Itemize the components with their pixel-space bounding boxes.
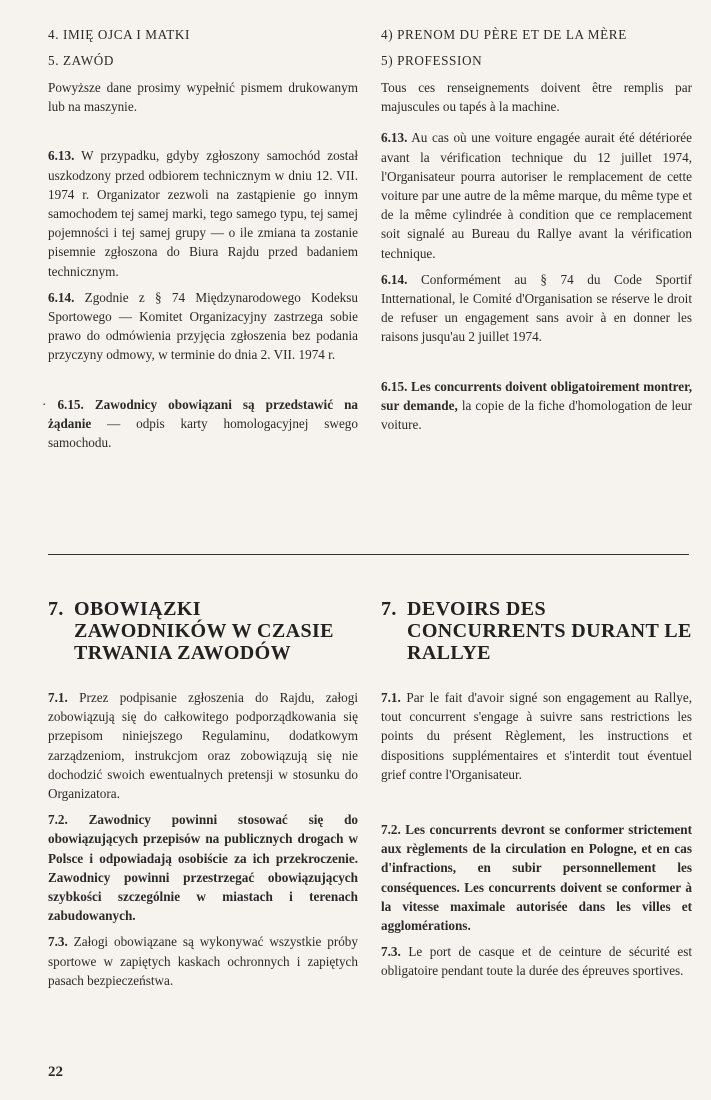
item-5-polish: 5. ZAWÓD [48,53,115,68]
paragraph-number: 7.3. [48,934,68,950]
heading-number: 7. [381,598,397,620]
item-4-polish: 4. IMIĘ OJCA I MATKI [48,27,191,42]
paragraph-6-14-polish [48,288,358,365]
section-divider [48,554,689,555]
paragraph-text: Au cas où une voiture engagée aurait été détériorée avant la vérification technique du 12 juillet 1974, l'Organisateur pourra autoriser le remplacement de cette voiture par une autre de la même marque, du même type et de la même cylindrée à condition que ce remplacement soit signalé au Bureau du Rallye avant la vérification technique. [381,130,692,261]
paragraph-text: Par le fait d'avoir signé son engagement au Rallye, tout concurrent s'engage à suivre sans restrictions les points du présent Règlement, les instructions et dispositions supplémentaires et s'interdit tout éventuel grief contre l'Organisateur. [381,690,692,782]
polish-column-bottom [48,598,358,990]
paragraph-number: 6.14. [48,289,75,305]
paragraph-number: 7.1. [381,690,401,705]
paragraph-6-13-polish [48,146,358,280]
item-4-french: 4) PRENOM DU PÈRE ET DE LA MÈRE [381,27,627,42]
paragraph-text: Le port de casque et de ceinture de sécurité est obligatoire pendant toute la durée des épreuves sportives. [381,944,693,979]
paragraph-text: Przez podpisanie zgłoszenia do Rajdu, załogi zobowiązują się do całkowitego podporządkowania się przepisom niniejszego Regulaminu, dodatkowym zarządzeniom, instrukcjom oraz zobowiązują się nie dochodzić swoich ewentualnych pretensji w stosunku do Organizatora. [48,690,358,802]
heading-text: DEVOIRS DES CONCURRENTS DURANT LE RALLYE [407,598,692,664]
section-7-heading-polish [48,598,358,664]
paragraph-number: 6.15. [57,396,84,412]
paragraph-6-15-polish [42,395,359,453]
paragraph-number: 7.3. [381,944,401,960]
heading-text: OBOWIĄZKI ZAWODNIKÓW W CZASIE TRWANIA ZAWODÓW [74,598,334,664]
paragraph-7-3-french [381,942,692,980]
paragraph-text: la copie de la fiche d'homologation de leur voiture. [381,397,692,433]
paragraph-6-13-french [381,128,692,262]
paragraph-number: 7.1. [48,690,68,705]
note-french: Tous ces renseignements doivent être remplis par majuscules ou tapés à la machine. [381,80,692,115]
paragraph-6-14-french [381,270,692,347]
paragraph-text: — odpis karty homologacyjnej swego samochodu. [48,415,358,451]
paragraph-7-2-french [381,820,692,935]
paragraph-bold-text: Les concurrents doivent obligatoirement montrer, sur demande, [381,378,693,413]
paragraph-number: 6.15. [381,378,408,394]
paragraph-7-2-polish [48,810,358,925]
polish-column-top [42,22,359,452]
section-7-heading-french [381,598,692,664]
paragraph-6-15-french [381,377,692,435]
paragraph-text: Zawodnicy powinni stosować się do obowiązujących przepisów na publicznych drogach w Polsce i odpowiadają osobiście za ich przekroczenie. Zawodnicy powinni przestrzegać obowiązujących szybkości szczególnie w miastach i terenach zabudowanych. [48,812,358,924]
paragraph-text: W przypadku, gdyby zgłoszony samochód został uszkodzony przed odbiorem technicznym w dniu 12. VII. 1974 r. Organizator zezwoli na zastąpienie go innym samochodem tej samej marki, tego samego typu, tej samej pojemności i tej samej grupy — o ile zmiana ta zostanie pisemnie zgłoszona do Biura Rajdu przed badaniem technicznym. [48,148,358,279]
paragraph-7-3-polish [48,932,358,990]
paragraph-number: 7.2. [48,812,68,828]
paragraph-text: Les concurrents devront se conformer strictement aux règlements de la circulation en Pologne, et en cas d'infractions, en subir personnellement les conséquences. Les concurrents doivent se conformer à la vitesse maximale autorisée dans les villes et agglomérations. [381,822,692,934]
page-number: 22 [48,1064,63,1080]
paragraph-text: Zgodnie z § 74 Międzynarodowego Kodeksu Sportowego — Komitet Organizacyjny zastrzega sobie prawo do odmówienia przyjęcia zgłoszenia bez podania przyczyny odmowy, w terminie do dnia 2. VII. 1974 r. [48,289,358,363]
paragraph-number: 6.13. [381,130,408,146]
note-polish: Powyższe dane prosimy wypełnić pismem drukowanym lub na maszynie. [48,80,358,115]
paragraph-number: 6.14. [381,271,408,287]
paragraph-7-1-french [381,688,692,784]
bullet-mark: · [42,396,47,412]
french-column-top [381,22,692,434]
french-column-bottom [381,598,692,981]
item-5-french: 5) PROFESSION [381,53,483,68]
heading-number: 7. [48,598,64,620]
paragraph-text: Załogi obowiązane są wykonywać wszystkie próby sportowe w zapiętych kaskach ochronnych i zapiętych pasach bezpieczeństwa. [48,934,358,988]
paragraph-number: 6.13. [48,148,75,164]
paragraph-number: 7.2. [381,822,401,838]
paragraph-bold-text: Zawodnicy obowiązani są przedstawić na żądanie [48,396,359,431]
paragraph-7-1-polish [48,688,358,803]
paragraph-text: Conformément au § 74 du Code Sportif Intternational, le Comité d'Organisation se réserve le droit de refuser un engagement sans avoir à en donner les raisons jusqu'au 2 juillet 1974. [381,271,692,345]
